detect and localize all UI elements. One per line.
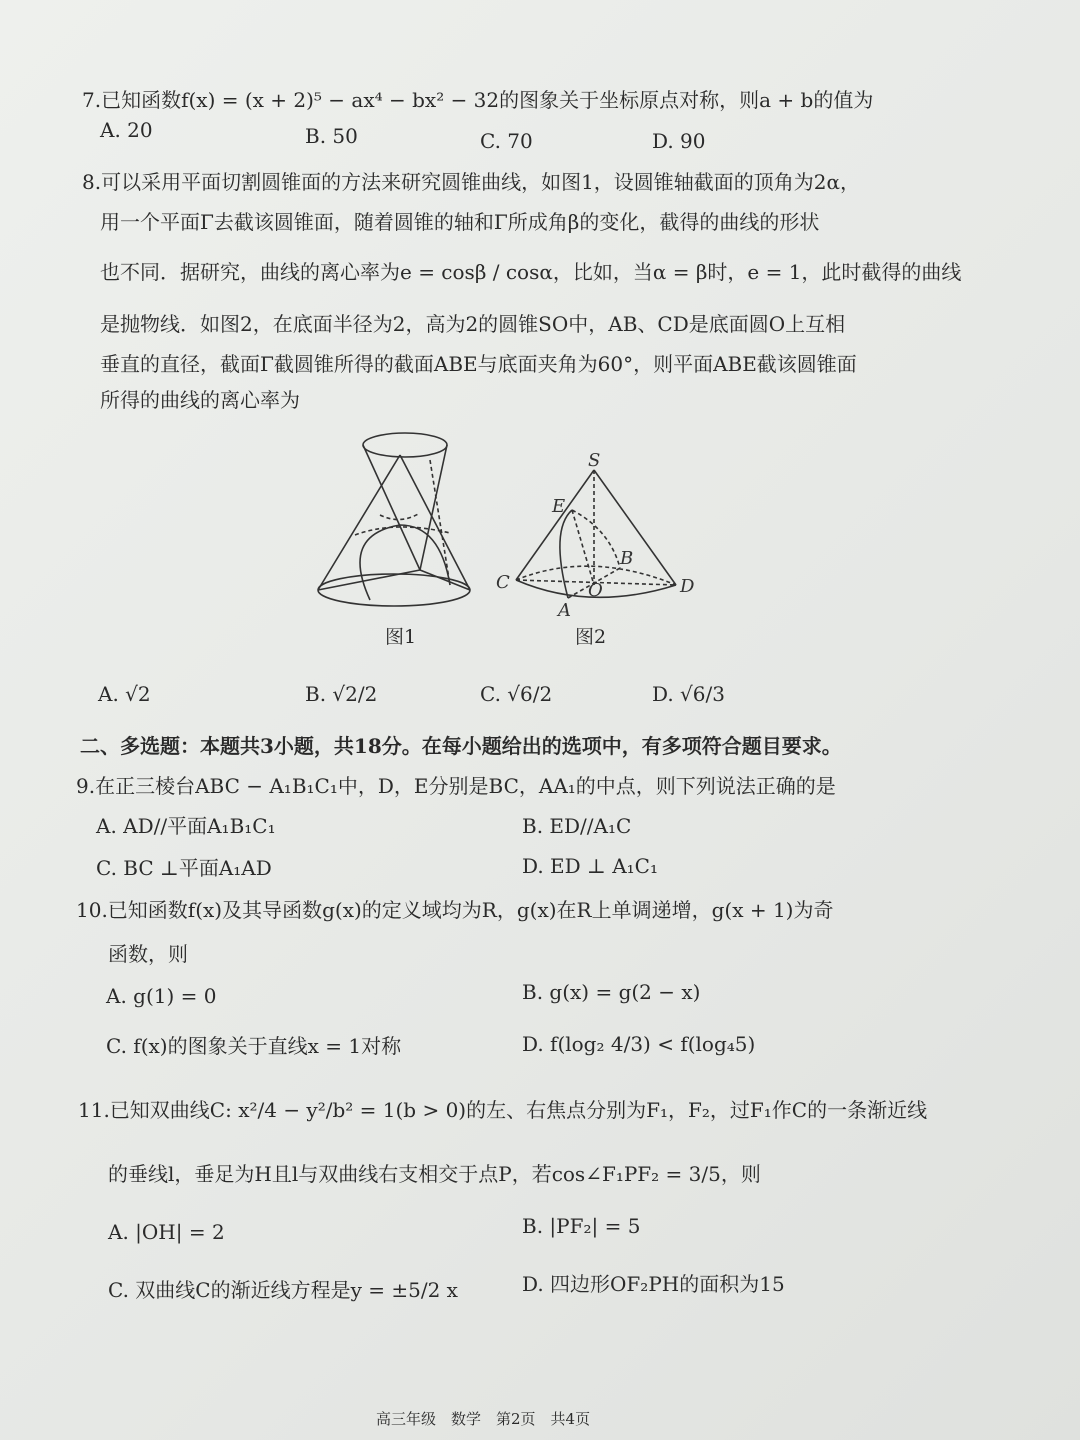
q8-line-1: 8.可以采用平面切割圆锥面的方法来研究圆锥曲线，如图1，设圆锥轴截面的顶角为2α， <box>82 170 861 194</box>
q8-line-4: 是抛物线．如图2，在底面半径为2，高为2的圆锥SO中，AB、CD是底面圆O上互相 <box>100 312 846 336</box>
q7-option-a: A. 20 <box>100 118 153 142</box>
figure-1-double-cone <box>300 425 500 625</box>
fig2-point-s: S <box>588 450 601 471</box>
q8-option-a: A. √2 <box>98 682 151 706</box>
figure-2-cone <box>490 450 710 620</box>
q8-line-6: 所得的曲线的离心率为 <box>100 388 300 412</box>
fig2-point-e: E <box>552 496 566 517</box>
figure-2-label: 图2 <box>575 626 607 648</box>
q10-option-c: C. f(x)的图象关于直线x = 1对称 <box>106 1034 402 1058</box>
q11-option-a: A. |OH| = 2 <box>108 1220 225 1244</box>
q7-option-d: D. 90 <box>652 129 706 153</box>
q9-option-d: D. ED ⊥ A₁C₁ <box>522 854 658 878</box>
q7-option-c: C. 70 <box>480 129 533 153</box>
q8-option-c: C. √6/2 <box>480 682 553 706</box>
q11-option-b: B. |PF₂| = 5 <box>522 1214 641 1238</box>
fig2-point-a: A <box>558 600 571 620</box>
q10-option-a: A. g(1) = 0 <box>106 984 217 1008</box>
q9-option-c: C. BC ⊥平面A₁AD <box>96 856 272 880</box>
fig2-point-o: O <box>588 580 603 601</box>
q8-option-b: B. √2/2 <box>305 682 378 706</box>
q8-line-3: 也不同．据研究，曲线的离心率为e = cosβ / cosα，比如，当α = β时，e = 1，此时截得的曲线 <box>100 260 962 284</box>
q8-line-2: 用一个平面Γ去截该圆锥面，随着圆锥的轴和Γ所成角β的变化，截得的曲线的形状 <box>100 210 820 234</box>
q9-option-b: B. ED//A₁C <box>522 814 632 838</box>
fig2-point-c: C <box>496 572 510 593</box>
q11-line-2: 的垂线l，垂足为H且l与双曲线右支相交于点P，若cos∠F₁PF₂ = 3/5，则 <box>108 1162 761 1186</box>
q10-option-d: D. f(log₂ 4/3) < f(log₄5) <box>522 1032 756 1056</box>
q10-line-2: 函数，则 <box>108 942 188 966</box>
q11-option-d: D. 四边形OF₂PH的面积为15 <box>522 1272 785 1296</box>
section-2-heading: 二、多选题：本题共3小题，共18分。在每小题给出的选项中，有多项符合题目要求。 <box>80 734 842 758</box>
fig2-point-b: B <box>620 548 634 569</box>
q10-line-1: 10.已知函数f(x)及其导函数g(x)的定义域均为R，g(x)在R上单调递增，g(x + 1)为奇 <box>76 898 834 922</box>
q8-line-5: 垂直的直径，截面Γ截圆锥所得的截面ABE与底面夹角为60°，则平面ABE截该圆锥面 <box>100 352 857 376</box>
figure-1-label: 图1 <box>385 626 417 648</box>
q11-option-c: C. 双曲线C的渐近线方程是y = ±5/2 x <box>108 1278 458 1302</box>
page-footer: 高三年级 数学 第2页 共4页 <box>376 1410 591 1428</box>
q10-option-b: B. g(x) = g(2 − x) <box>522 980 701 1004</box>
fig2-point-d: D <box>680 576 695 597</box>
q9-option-a: A. AD//平面A₁B₁C₁ <box>96 814 276 838</box>
q7-stem: 7.已知函数f(x) = (x + 2)⁵ − ax⁴ − bx² − 32的图象关于坐标原点对称，则a + b的值为 <box>82 88 874 112</box>
q7-option-b: B. 50 <box>305 124 358 148</box>
q11-line-1: 11.已知双曲线C: x²/4 − y²/b² = 1(b > 0)的左、右焦点分别为F₁，F₂，过F₁作C的一条渐近线 <box>78 1098 928 1122</box>
q9-stem: 9.在正三棱台ABC − A₁B₁C₁中，D，E分别是BC，AA₁的中点，则下列说法正确的是 <box>76 774 836 798</box>
q8-option-d: D. √6/3 <box>652 682 725 706</box>
